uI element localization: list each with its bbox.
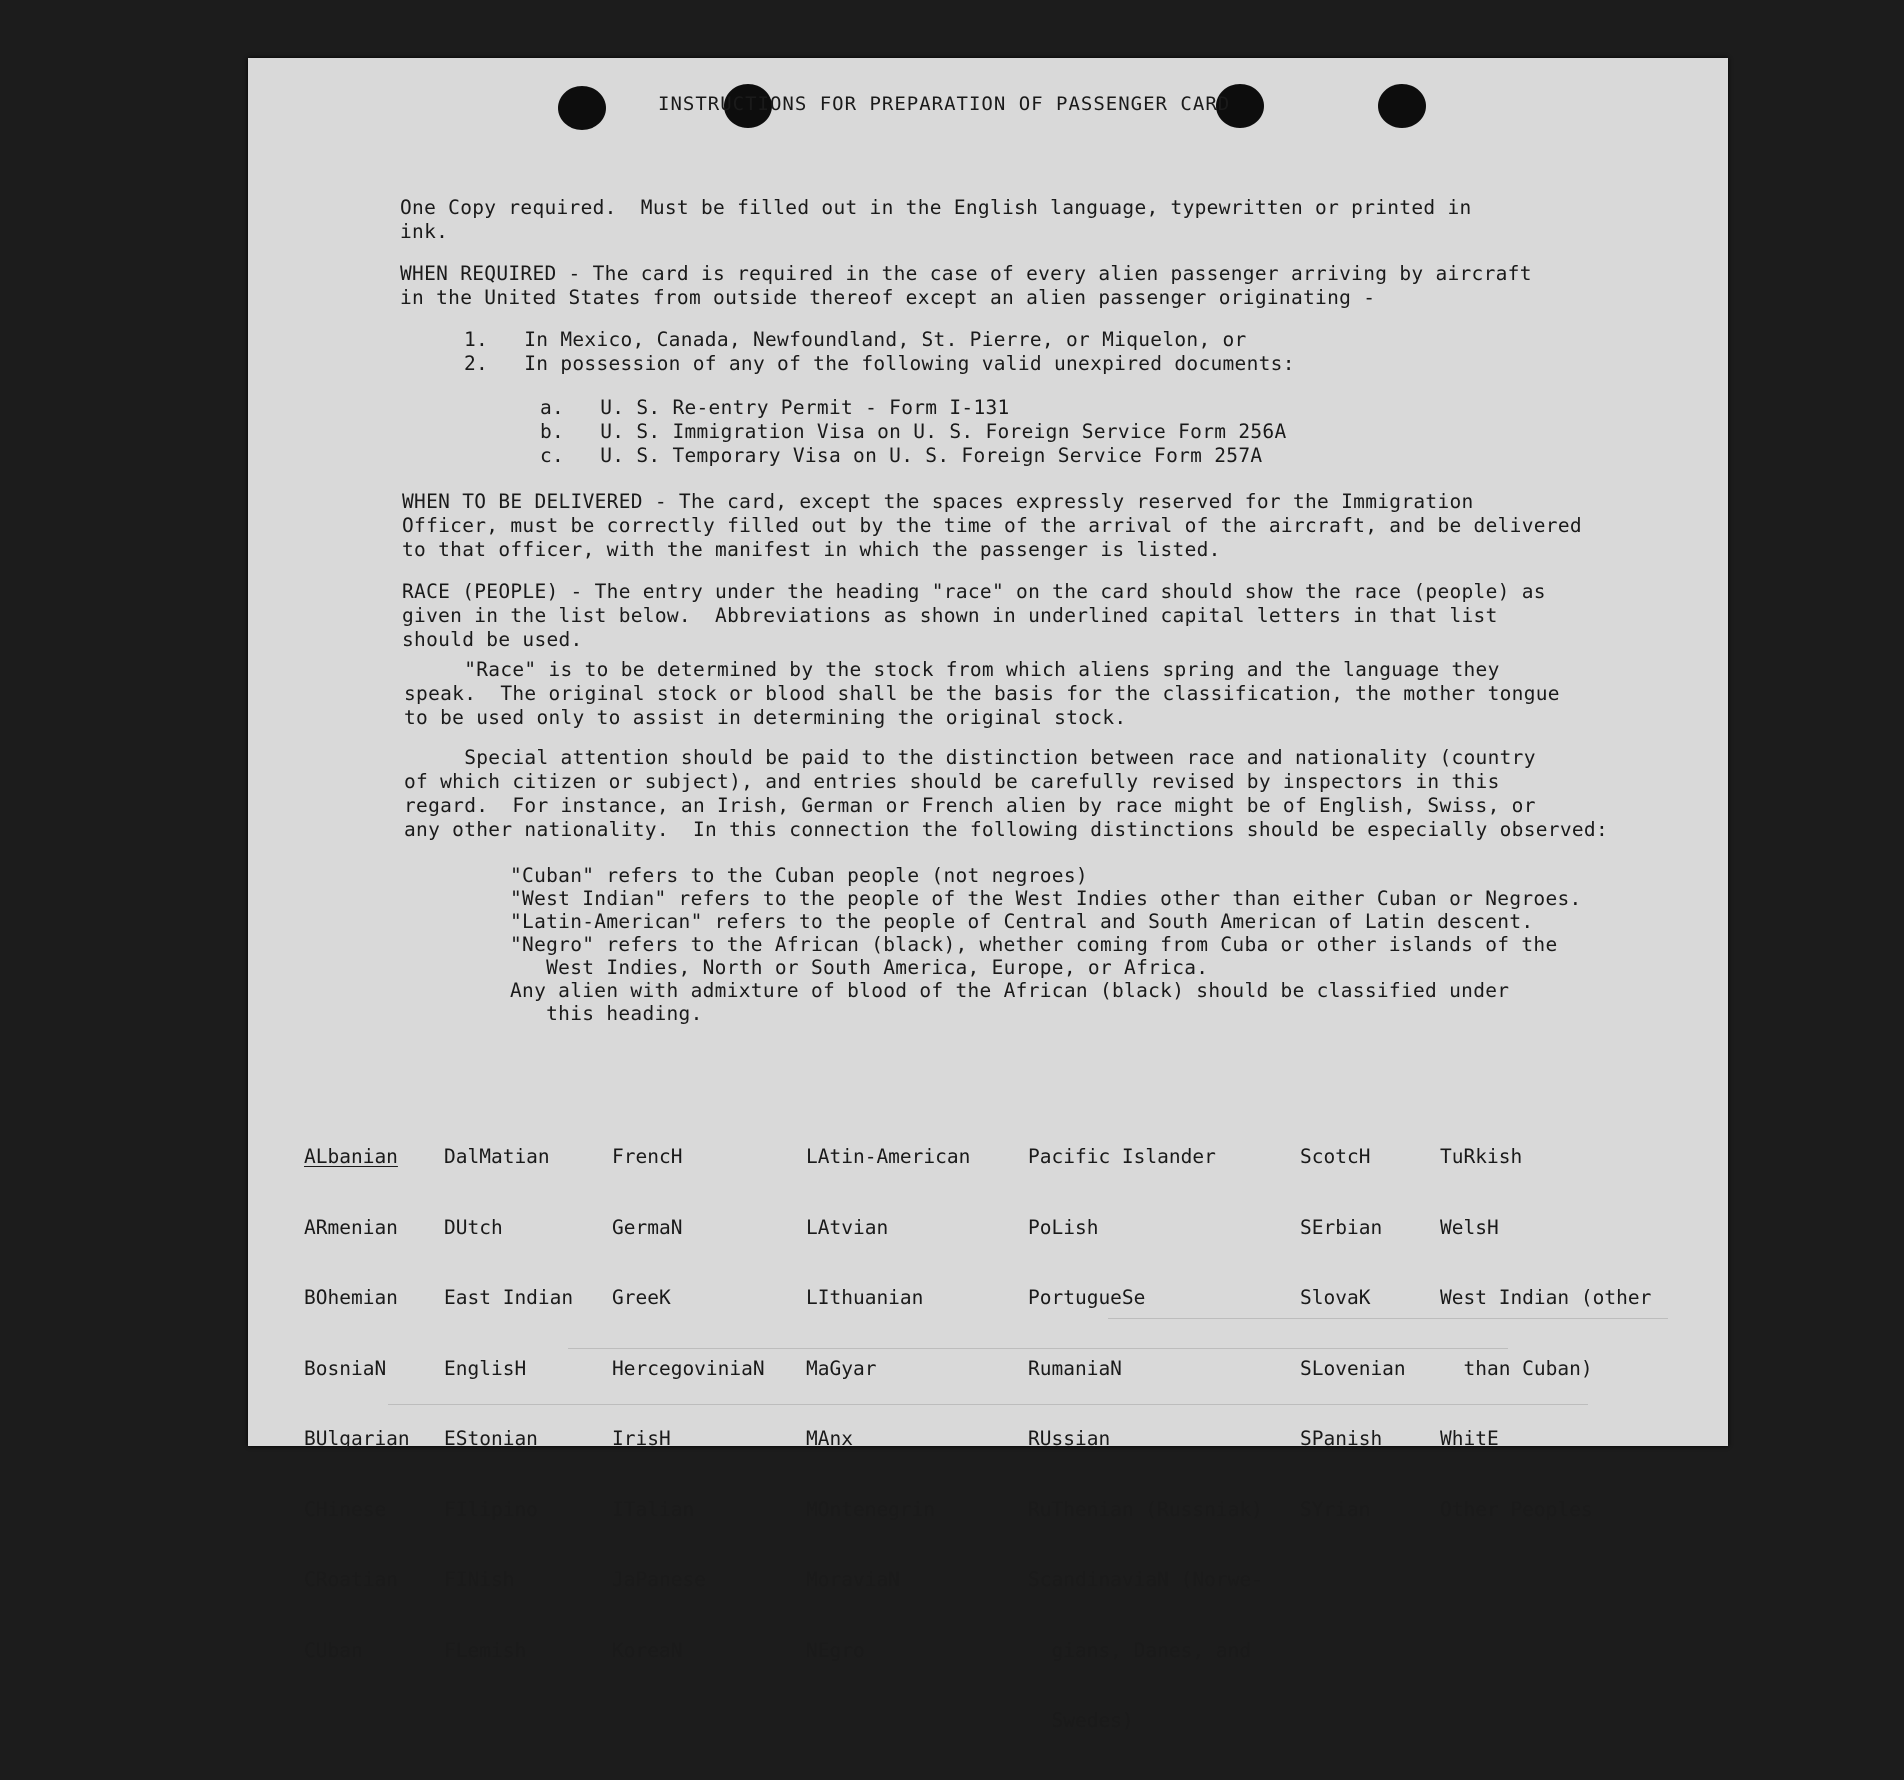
race-item: FINish — [444, 1568, 515, 1591]
race-item: West Indian (other — [1440, 1286, 1652, 1309]
race-item: LIthuanian — [806, 1286, 924, 1309]
race-column — [1028, 1098, 1263, 1780]
punch-hole — [558, 86, 606, 130]
race-item: CUban — [304, 1638, 363, 1662]
race-item: GermaN — [612, 1215, 683, 1239]
when-required-paragraph: WHEN REQUIRED - The card is required in the case of every alien passenger arriving by aircraft in the United States from outside thereof except an alien passenger originating - — [400, 262, 1532, 309]
race-item: GreeK — [612, 1286, 671, 1309]
race-item: NEgro — [806, 1638, 865, 1662]
bleed-through-line — [388, 1404, 1588, 1405]
document-page — [248, 58, 1728, 1732]
race-item: than Cuban) — [1440, 1356, 1593, 1380]
race-item: TuRkish — [1440, 1145, 1523, 1168]
race-item: ARmenian — [304, 1215, 398, 1239]
race-definition-paragraph: "Race" is to be determined by the stock from which aliens spring and the language they speak. The original stock or blood shall be the basis for the classification, the mother tongue to be used only to assist in determining the original stock. — [404, 658, 1560, 729]
race-item: KoreaN — [612, 1638, 683, 1662]
race-item: DalMatian — [444, 1145, 550, 1168]
distinctions-list: "Cuban" refers to the Cuban people (not negroes) "West Indian" refers to the people of the West Indies other than either Cuban or Negroes. "Latin-American" refers to the people of Central and South American of Latin descent. "Negro" refers to the African (black), whether coming from Cuba or other islands of the West Indies, North or South America, Europe, or Africa. Any alien with admixture of blood of the African (black) should be classified under this heading. — [510, 864, 1582, 1025]
race-column — [1440, 1098, 1651, 1568]
race-item: CHinese — [304, 1497, 387, 1521]
race-item: MoraviaN — [806, 1568, 900, 1591]
punch-hole — [1378, 84, 1426, 128]
race-item: SlovaK — [1300, 1286, 1371, 1309]
race-item: EnglisH — [444, 1356, 527, 1380]
race-item: ALbanian — [304, 1145, 398, 1168]
race-item: PoLish — [1028, 1215, 1099, 1239]
numbered-list: 1. In Mexico, Canada, Newfoundland, St. Pierre, or Miquelon, or 2. In possession of any of the following valid unexpired documents: — [464, 328, 1295, 375]
race-item: DUtch — [444, 1215, 503, 1239]
race-item: WelsH — [1440, 1215, 1499, 1239]
when-delivered-paragraph: WHEN TO BE DELIVERED - The card, except the spaces expressly reserved for the Immigration Officer, must be correctly filled out by the time of the arrival of the aircraft, and be delivered to that officer, with the manifest in which the passenger is listed. — [402, 490, 1582, 561]
race-item: FLemish — [444, 1638, 527, 1662]
special-attention-paragraph: Special attention should be paid to the distinction between race and nationality (country of which citizen or subject), and entries should be carefully revised by inspectors in this regard. For instance, an Irish, German or French alien by race might be of English, Swiss, or any other nationality. In this connection the following distinctions should be especially observed: — [404, 746, 1608, 841]
race-item: CRoatian — [304, 1568, 398, 1591]
race-item: PortugueSe — [1028, 1286, 1146, 1309]
intro-paragraph: One Copy required. Must be filled out in the English language, typewritten or printed in ink. — [400, 196, 1472, 243]
document-title: INSTRUCTIONS FOR PREPARATION OF PASSENGER CARD — [658, 93, 1231, 115]
race-people-paragraph: RACE (PEOPLE) - The entry under the heading "race" on the card should show the race (people) as given in the list below. Abbreviations as shown in underlined capital letters in that list should be used. — [402, 580, 1546, 651]
race-item: RumaniaN — [1028, 1356, 1122, 1380]
race-item: WhitE — [1440, 1427, 1499, 1450]
race-item: FrencH — [612, 1145, 683, 1168]
race-item: MAnx — [806, 1427, 853, 1450]
race-item: IrisH — [612, 1427, 671, 1450]
bleed-through-line — [568, 1348, 1508, 1349]
race-item: MOntenegrin — [806, 1497, 936, 1521]
race-item: LAtvian — [806, 1215, 889, 1239]
race-item: RuThenian (Russniak) — [1028, 1497, 1263, 1521]
lettered-list: a. U. S. Re-entry Permit - Form I-131 b. U. S. Immigration Visa on U. S. Foreign Service Form 256A c. U. S. Temporary Visa on U. S. Foreign Service Form 257A — [540, 396, 1287, 467]
race-item: SLovenian — [1300, 1356, 1406, 1380]
race-item: EStonian — [444, 1427, 538, 1450]
race-item: FIlipino — [444, 1497, 538, 1521]
race-item: JaPanese — [612, 1568, 706, 1591]
race-column — [1300, 1098, 1406, 1568]
race-item: RUssian — [1028, 1427, 1111, 1450]
race-item: HercegoviniaN — [612, 1356, 765, 1380]
race-item: BUlgarian — [304, 1427, 410, 1450]
race-item: ScandinaviaN (Norwe- — [1028, 1568, 1263, 1591]
race-item: BosniaN — [304, 1356, 387, 1380]
race-item: gians, Danes, and — [1028, 1638, 1252, 1662]
bleed-through-line — [1108, 1318, 1668, 1319]
race-item: East Indian — [444, 1286, 574, 1309]
race-item: SErbian — [1300, 1215, 1383, 1239]
race-item: Pacific Islander — [1028, 1145, 1216, 1168]
race-item: MaGyar — [806, 1356, 877, 1380]
race-item: ScotcH — [1300, 1145, 1371, 1168]
race-item: Swedes) — [1028, 1709, 1134, 1732]
race-item: SPanish — [1300, 1427, 1383, 1450]
race-item: LAtin-American — [806, 1145, 971, 1168]
race-item: BOhemian — [304, 1286, 398, 1309]
race-item: SYrian — [1300, 1497, 1371, 1521]
race-item: ITalian — [612, 1497, 695, 1521]
race-item: Other Peoples — [1440, 1497, 1593, 1521]
